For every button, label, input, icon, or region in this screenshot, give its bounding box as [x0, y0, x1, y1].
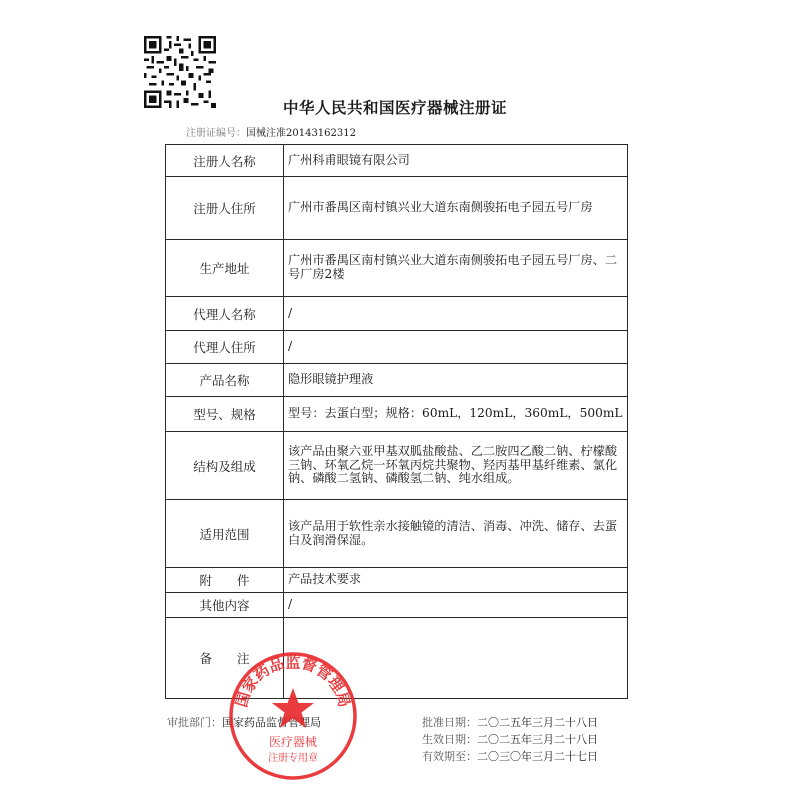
row-value: /	[284, 297, 628, 331]
registration-number-line	[186, 124, 356, 139]
table-row	[166, 177, 628, 240]
table-row	[166, 145, 628, 177]
row-label: 附 件	[166, 568, 284, 593]
effective-date	[422, 731, 598, 747]
row-label: 其他内容	[166, 593, 284, 618]
row-label: 备 注	[166, 618, 284, 699]
svg-text:注册专用章: 注册专用章	[268, 753, 318, 764]
table-row	[166, 364, 628, 397]
expiry-date-label: 有效期至：	[422, 750, 477, 763]
table-row	[166, 593, 628, 618]
table-row	[166, 240, 628, 297]
svg-text:国家药品监督管理局: 国家药品监督管理局	[232, 653, 354, 710]
official-seal	[227, 650, 359, 782]
row-value: 该产品由聚六亚甲基双胍盐酸盐、乙二胺四乙酸二钠、柠檬酸三钠、环氧乙烷一环氧丙烷共聚物、羟丙基甲基纤维素、氯化钠、磷酸二氢钠、磷酸氢二钠、纯水组成。	[284, 432, 628, 500]
document-title: 中华人民共和国医疗器械注册证	[282, 99, 507, 117]
row-label: 注册人名称	[166, 145, 284, 177]
row-value: 产品技术要求	[284, 568, 628, 593]
row-value: 广州市番禺区南村镇兴业大道东南侧骏拓电子园五号厂房	[284, 177, 628, 240]
row-label: 生产地址	[166, 240, 284, 297]
svg-text:医疗器械: 医疗器械	[268, 735, 318, 749]
approval-date-label: 批准日期：	[422, 716, 477, 729]
approval-date-value: 二〇二五年三月二十八日	[477, 716, 598, 729]
row-value: 隐形眼镜护理液	[284, 364, 628, 397]
star-icon	[272, 688, 314, 728]
expiry-date	[422, 748, 598, 764]
approval-authority-label: 审批部门：	[167, 716, 222, 729]
row-label: 代理人名称	[166, 297, 284, 331]
row-value: 广州科甫眼镜有限公司	[284, 145, 628, 177]
table-row	[166, 397, 628, 432]
row-label: 结构及组成	[166, 432, 284, 500]
approval-authority-value: 国家药品监督管理局	[222, 716, 321, 729]
row-label: 代理人住所	[166, 331, 284, 364]
row-label: 注册人住所	[166, 177, 284, 240]
row-label: 适用范围	[166, 500, 284, 568]
registration-number: 国械注准20143162312	[246, 128, 356, 139]
table-row	[166, 297, 628, 331]
table-row	[166, 432, 628, 500]
table-row	[166, 568, 628, 593]
effective-date-label: 生效日期：	[422, 733, 477, 746]
row-value: 该产品用于软性亲水接触镜的清洁、消毒、冲洗、储存、去蛋白及润滑保湿。	[284, 500, 628, 568]
row-value: 型号：去蛋白型；规格：60mL，120mL，360mL，500mL	[284, 397, 628, 432]
row-value: /	[284, 593, 628, 618]
registration-number-label: 注册证编号：	[186, 128, 246, 139]
certificate-table	[165, 144, 628, 699]
row-label: 产品名称	[166, 364, 284, 397]
table-row	[166, 500, 628, 568]
approval-date	[422, 714, 598, 730]
row-label: 型号、规格	[166, 397, 284, 432]
table-row	[166, 331, 628, 364]
effective-date-value: 二〇二五年三月二十八日	[477, 733, 598, 746]
expiry-date-value: 二〇三〇年三月二十七日	[477, 750, 598, 763]
row-value: /	[284, 331, 628, 364]
row-value: 广州市番禺区南村镇兴业大道东南侧骏拓电子园五号厂房、二号厂房2楼	[284, 240, 628, 297]
